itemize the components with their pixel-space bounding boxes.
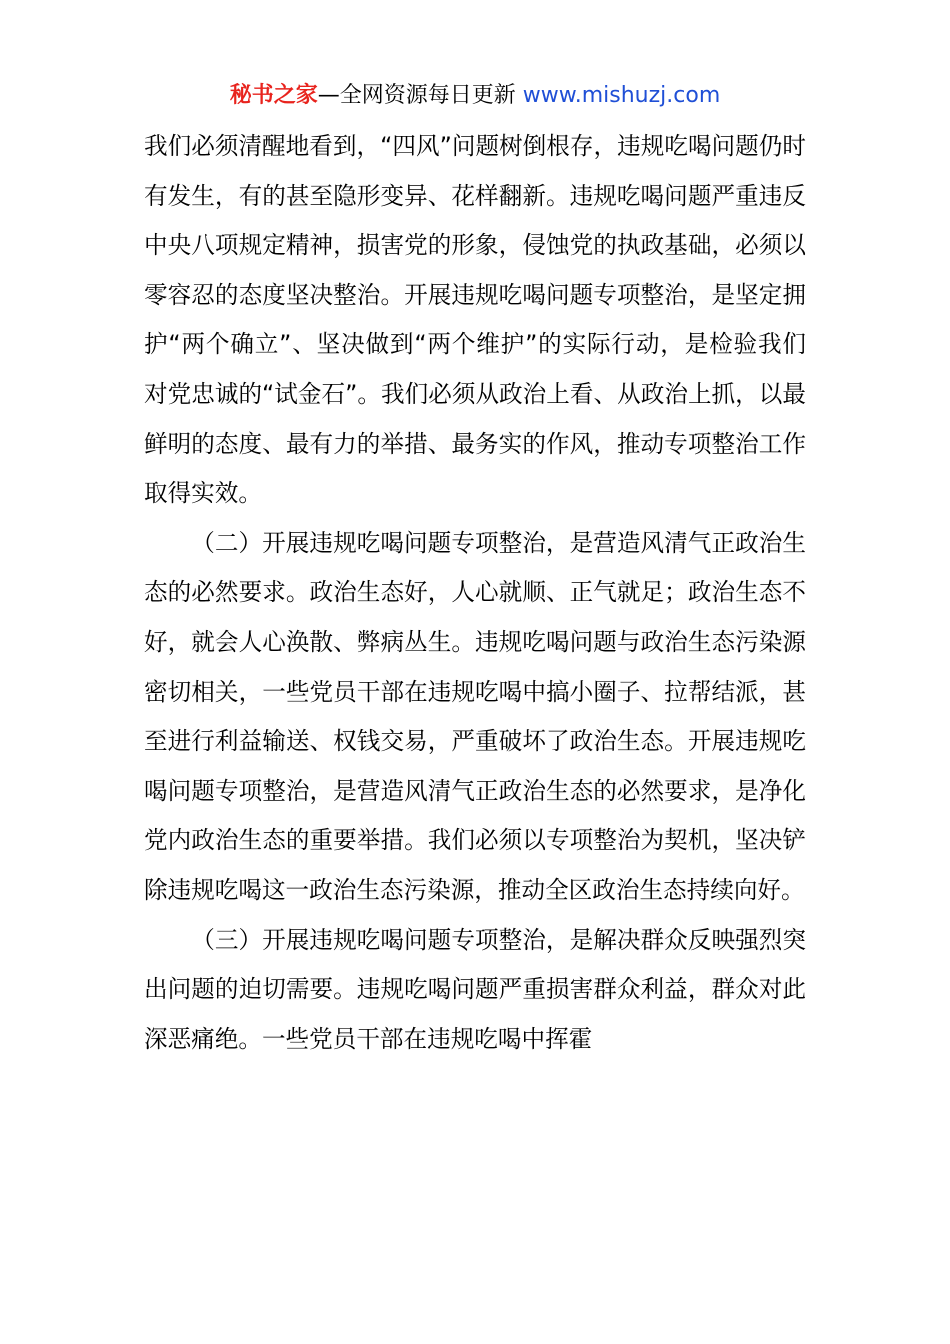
- paragraph-3: （三）开展违规吃喝问题专项整治，是解决群众反映强烈突出问题的迫切需要。违规吃喝问题严重损害群众利益，群众对此深恶痛绝。一些党员干部在违规吃喝中挥霍: [144, 925, 806, 1053]
- document-body: [144, 122, 806, 1064]
- brand-name: 秘书之家: [229, 83, 318, 108]
- site-header: [0, 80, 950, 112]
- header-tagline: —全网资源每日更新: [317, 83, 523, 108]
- site-url-link[interactable]: www.mishuzj.com: [522, 83, 721, 108]
- paragraph-1: 我们必须清醒地看到，“四风”问题树倒根存，违规吃喝问题仍时有发生，有的甚至隐形变异、花样翻新。违规吃喝问题严重违反中央八项规定精神，损害党的形象，侵蚀党的执政基础，必须以零容忍的态度坚决整治。开展违规吃喝问题专项整治，是坚定拥护“两个确立”、坚决做到“两个维护”的实际行动，是检验我们对党忠诚的“试金石”。我们必须从政治上看、从政治上抓，以最鲜明的态度、最有力的举措、最务实的作风，推动专项整治工作取得实效。: [144, 132, 806, 508]
- paragraph-2: （二）开展违规吃喝问题专项整治，是营造风清气正政治生态的必然要求。政治生态好，人心就顺、正气就足；政治生态不好，就会人心涣散、弊病丛生。违规吃喝问题与政治生态污染源密切相关，一些党员干部在违规吃喝中搞小圈子、拉帮结派，甚至进行利益输送、权钱交易，严重破坏了政治生态。开展违规吃喝问题专项整治，是营造风清气正政治生态的必然要求，是净化党内政治生态的重要举措。我们必须以专项整治为契机，坚决铲除违规吃喝这一政治生态污染源，推动全区政治生态持续向好。: [144, 528, 806, 904]
